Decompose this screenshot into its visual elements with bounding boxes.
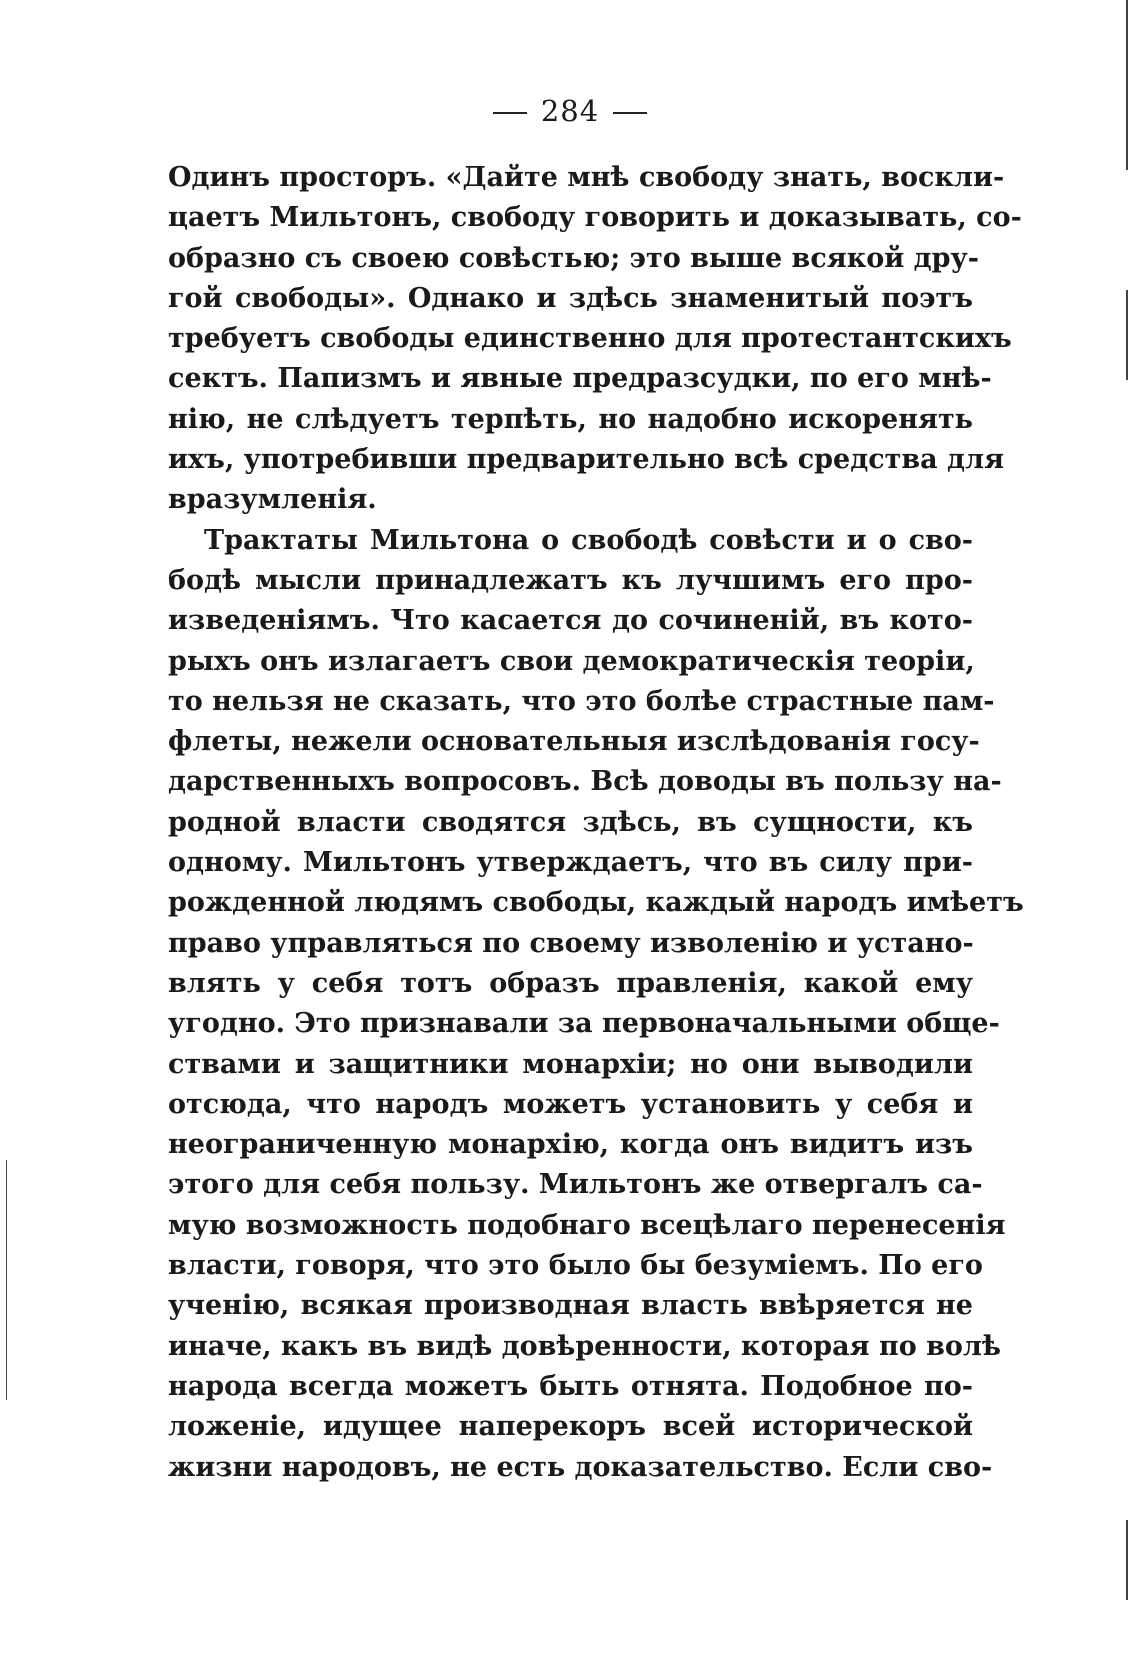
text-line: народа всегда можетъ быть отнята. Подобное по- [168,1370,973,1402]
text-line: ложеніе, идущее наперекоръ всей исторической [168,1411,973,1443]
text-line: ученію, всякая производная власть ввѣряется не [168,1290,973,1322]
text-line: отсюда, что народъ можетъ установить у себя и [168,1088,973,1120]
text-line: цаетъ Мильтонъ, свободу говорить и доказывать, со- [168,202,1022,234]
text-line: Одинъ просторъ. «Дайте мнѣ свободу знать, воскли- [168,162,1005,193]
text-line: неограниченную монархію, когда онъ видитъ изъ [168,1129,973,1161]
text-line: Трактаты Мильтона о свободѣ совѣсти и о сво- [204,524,973,556]
text-line: требуетъ свободы единственно для протестантскихъ [168,323,1012,355]
header-dash-left [493,112,527,114]
text-line: бодѣ мысли принадлежатъ къ лучшимъ его про- [168,564,973,596]
body-text [168,158,1024,1488]
scan-edge-mark [1126,1520,1128,1600]
scan-edge-mark [1126,0,1128,170]
header-dash-right [613,112,647,114]
text-line: жизни народовъ, не есть доказательство. Если сво- [168,1451,993,1483]
text-line: рыхъ онъ излагаетъ свои демократическія теоріи, [168,645,975,677]
text-line: родной власти сводятся здѣсь, въ сущности, къ [168,806,973,838]
text-line: рожденной людямъ свободы, каждый народъ имѣетъ [168,887,1024,919]
text-line: мую возможность подобнаго всецѣлаго перенесенія [168,1209,1006,1241]
text-line: флеты, нежели основательныя изслѣдованія госу- [168,726,980,758]
text-line: сектъ. Папизмъ и явные предразсудки, по его мнѣ- [168,363,992,395]
text-line: образно съ своею совѣстью; это выше всякой дру- [168,242,980,274]
text-line: то нельзя не сказать, что это болѣе страстные пам- [168,685,995,717]
text-line: одному. Мильтонъ утверждаетъ, что въ силу при- [168,847,973,879]
text-line: иначе, какъ въ видѣ довѣренности, которая по волѣ [168,1330,1001,1362]
text-line: дарственныхъ вопросовъ. Всѣ доводы въ пользу на- [168,766,1002,798]
text-line: право управляться по своему изволенію и устано- [168,927,974,959]
page-number: 284 [540,94,600,128]
text-line: влять у себя тотъ образъ правленія, какой ему [168,967,973,999]
text-line: гой свободы». Однако и здѣсь знаменитый поэтъ [168,282,973,314]
page-header [0,94,1140,128]
text-line: изведеніямъ. Что касается до сочиненій, въ кото- [168,605,973,637]
text-line: этого для себя пользу. Мильтонъ же отвергалъ са- [168,1169,983,1201]
text-line: ствами и защитники монархіи; но они выводили [168,1048,973,1080]
text-line: угодно. Это признавали за первоначальными обще- [168,1008,1000,1040]
scan-edge-mark [6,1160,7,1400]
text-line: власти, говоря, что это было бы безуміемъ. По его [168,1250,983,1282]
scan-edge-mark [1126,290,1128,380]
text-line: вразумленія. [168,484,377,516]
text-line: нію, не слѣдуетъ терпѣть, но надобно искоренять [168,403,973,435]
text-line: ихъ, употребивши предварительно всѣ средства для [168,444,1005,476]
